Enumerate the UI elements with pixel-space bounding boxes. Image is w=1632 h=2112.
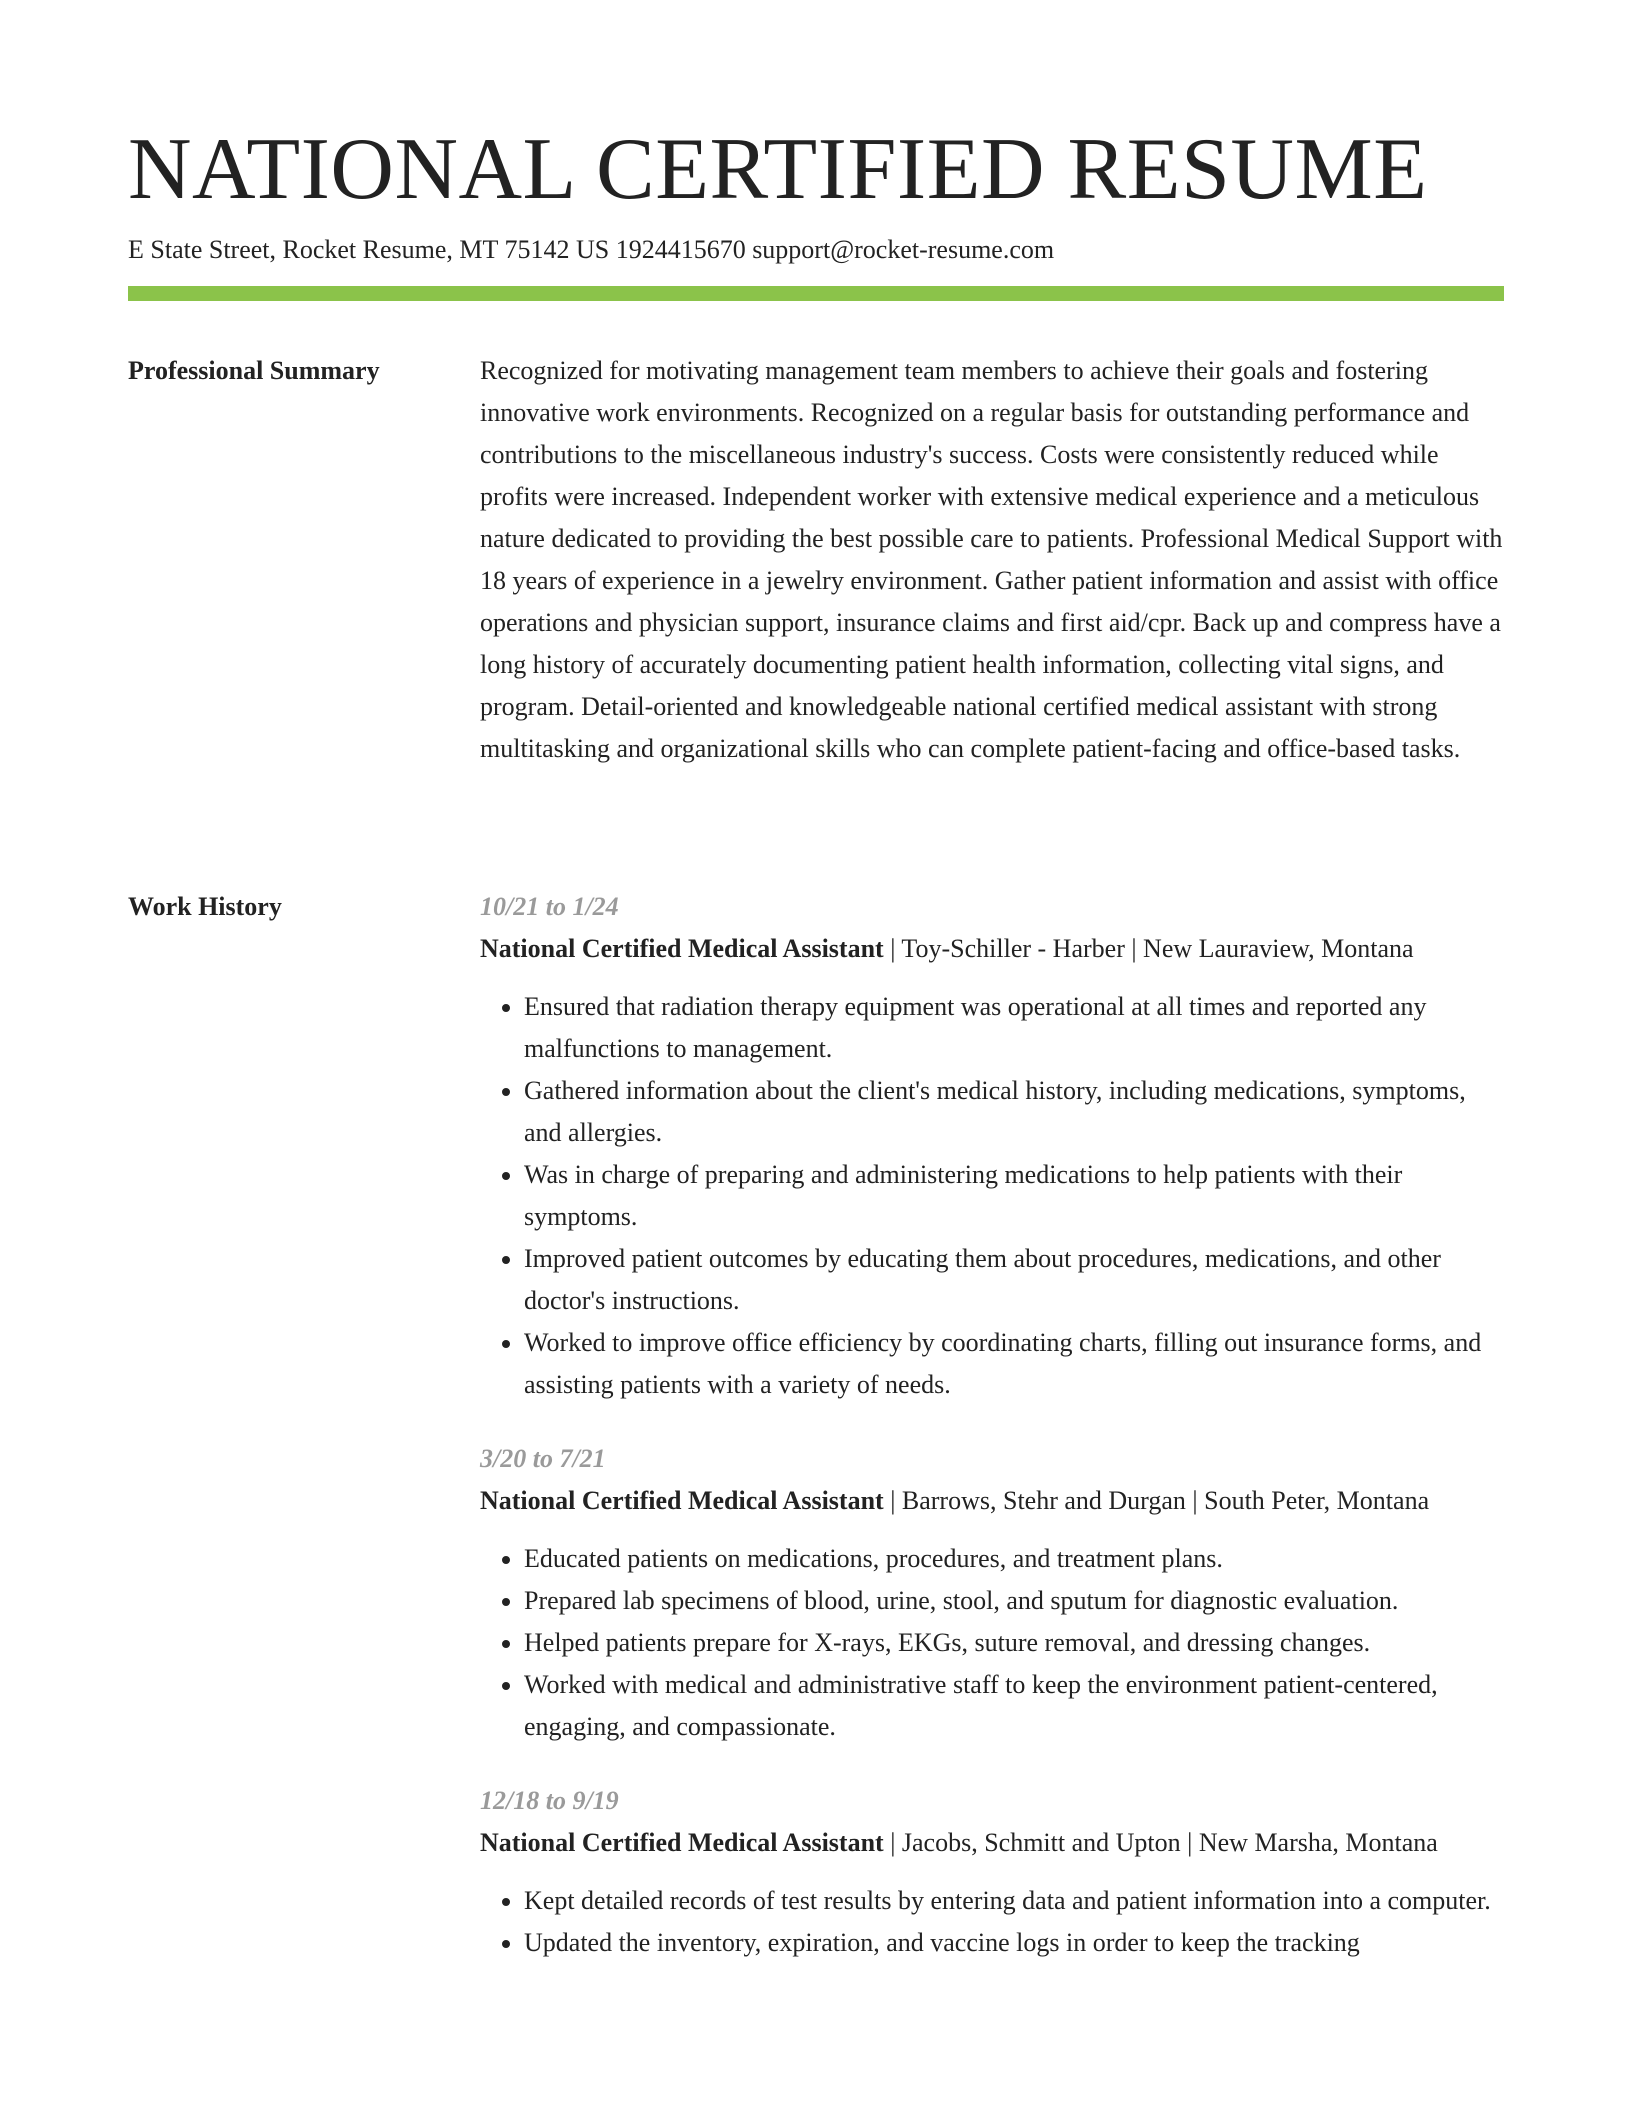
job-dates: 10/21 to 1/24 — [480, 892, 619, 921]
job-duty-item: • Educated patients on medications, procedures, and treatment plans. — [524, 1538, 1504, 1580]
job-duty-item: • Gathered information about the client's medical history, including medications, symptoms, and allergies. — [524, 1070, 1504, 1154]
job-entry — [480, 1438, 1504, 1748]
job-duty-item: • Was in charge of preparing and administering medications to help patients with their symptoms. — [524, 1154, 1504, 1238]
job-heading — [480, 928, 1504, 970]
job-title: National Certified Medical Assistant — [480, 1828, 884, 1857]
job-duty-item: • Worked to improve office efficiency by coordinating charts, filling out insurance forms, and assisting patients with a variety of needs. — [524, 1322, 1504, 1406]
section-label-work-history: Work History — [128, 892, 282, 921]
resume-title: NATIONAL CERTIFIED RESUME — [128, 121, 1428, 218]
job-dates: 12/18 to 9/19 — [480, 1786, 619, 1815]
work-history-section — [480, 886, 1504, 1996]
job-employer-location: | Toy-Schiller - Harber | New Lauraview, Montana — [883, 934, 1414, 963]
professional-summary-text: Recognized for motivating management team members to achieve their goals and fostering innovative work environments. Recognized on a regular basis for outstanding performance and contributions to the miscellaneous industry's success. Costs were consistently reduced while profits were increased. Independent worker with extensive medical experience and a meticulous nature dedicated to providing the best possible care to patients. Professional Medical Support with 18 years of experience in a jewelry environment. Gather patient information and assist with office operations and physician support, insurance claims and first aid/cpr. Back up and compress have a long history of accurately documenting patient health information, collecting vital signs, and program. Detail-oriented and knowledgeable national certified medical assistant with strong multitasking and organizational skills who can complete patient-facing and office-based tasks. — [480, 356, 1503, 763]
job-entry — [480, 886, 1504, 1406]
job-duty-item: • Ensured that radiation therapy equipment was operational at all times and reported any malfunctions to management. — [524, 986, 1504, 1070]
job-title: National Certified Medical Assistant — [480, 934, 884, 963]
job-heading — [480, 1480, 1504, 1522]
job-duty-item: • Prepared lab specimens of blood, urine, stool, and sputum for diagnostic evaluation. — [524, 1580, 1504, 1622]
job-entry — [480, 1780, 1504, 1964]
job-duties-list — [480, 1880, 1504, 1964]
job-duties-list — [480, 1538, 1504, 1748]
job-title: National Certified Medical Assistant — [480, 1486, 884, 1515]
job-employer-location: | Jacobs, Schmitt and Upton | New Marsha, Montana — [883, 1828, 1438, 1857]
job-dates: 3/20 to 7/21 — [480, 1444, 606, 1473]
professional-summary-section — [480, 350, 1504, 770]
contact-info: E State Street, Rocket Resume, MT 75142 US 1924415670 support@rocket-resume.com — [128, 235, 1055, 264]
job-duty-item: • Worked with medical and administrative staff to keep the environment patient-centered, engaging, and compassionate. — [524, 1664, 1504, 1748]
job-duty-item: • Helped patients prepare for X-rays, EKGs, suture removal, and dressing changes. — [524, 1622, 1504, 1664]
job-heading — [480, 1822, 1504, 1864]
job-duties-list — [480, 986, 1504, 1406]
job-duty-item: • Improved patient outcomes by educating them about procedures, medications, and other doctor's instructions. — [524, 1238, 1504, 1322]
section-label-professional-summary: Professional Summary — [128, 356, 380, 385]
job-duty-item: • Kept detailed records of test results by entering data and patient information into a computer. — [524, 1880, 1504, 1922]
job-employer-location: | Barrows, Stehr and Durgan | South Peter, Montana — [883, 1486, 1430, 1515]
job-duty-item: • Updated the inventory, expiration, and vaccine logs in order to keep the tracking — [524, 1922, 1504, 1964]
header-divider — [128, 286, 1504, 301]
